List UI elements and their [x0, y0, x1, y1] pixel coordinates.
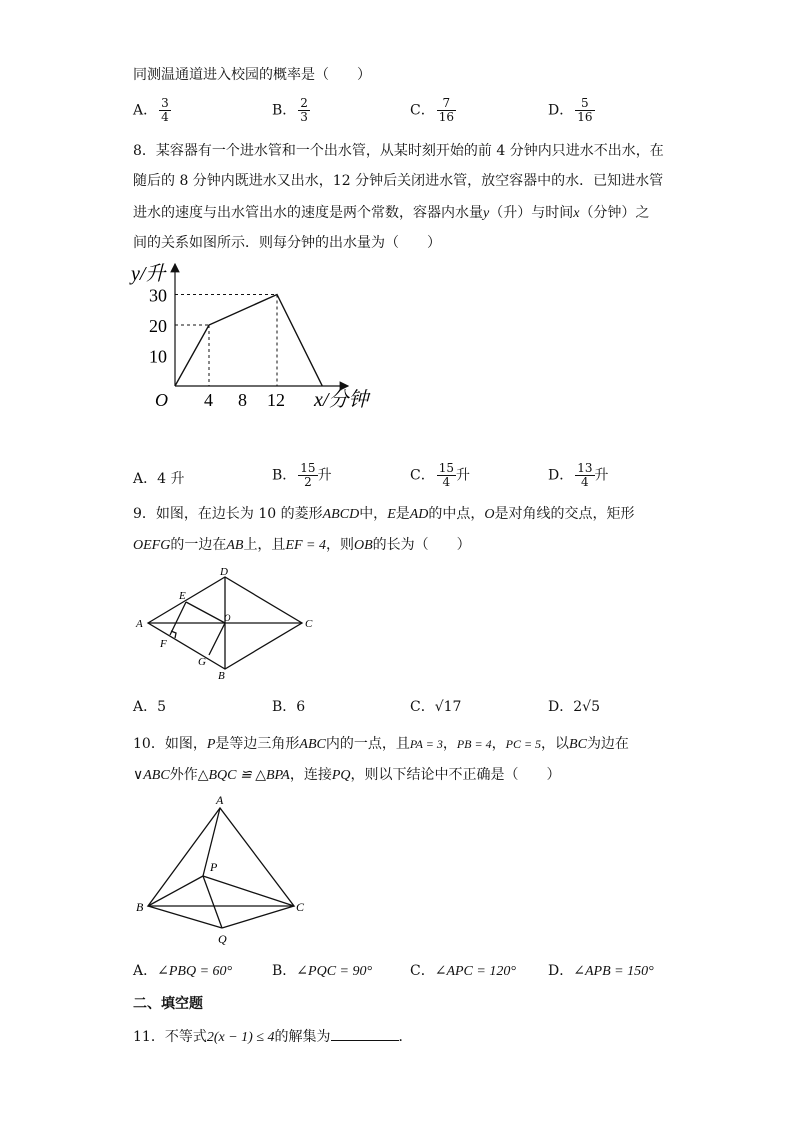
label-f: F	[160, 638, 167, 650]
q7-option-a: A． $\frac{3}{4}$	[133, 96, 169, 124]
triangle-abc	[148, 808, 294, 906]
q9-line-2: OEFG的一边在AB上，且EF = 4，则OB的长为（ ）	[133, 537, 471, 553]
x-tick-8: 8	[238, 390, 247, 410]
segment-bq	[148, 906, 222, 928]
segment-pb	[148, 876, 203, 906]
label-a: A	[136, 618, 143, 630]
x-axis-label: x/分钟	[314, 389, 369, 411]
segment-eo	[186, 602, 225, 623]
q7-stem: 同测温通道进入校园的概率是（ ）	[133, 67, 371, 83]
data-series-line	[175, 295, 322, 387]
q9-option-c: C．√17	[410, 699, 462, 715]
segment-pc	[203, 876, 294, 906]
q7-option-b: B． $\frac{2}{3}$	[272, 96, 308, 124]
q10-line-1: 10．如图，P是等边三角形ABC内的一点，且PA = 3，PB = 4，PC = 5，以BC为边在	[133, 736, 629, 752]
segment-og	[209, 623, 225, 655]
label-q: Q	[218, 932, 227, 946]
q10-option-b: B．∠PQC = 90°	[272, 963, 373, 979]
y-tick-30: 30	[149, 285, 167, 306]
q10-triangle-figure	[128, 790, 328, 950]
answer-blank[interactable]	[331, 1026, 399, 1041]
q9-option-a: A．5	[133, 699, 167, 715]
q8-option-c: C． $\frac{15}{4}$ 升	[410, 461, 470, 489]
q7-option-d: D． $\frac{5}{16}$	[548, 96, 593, 124]
q8-chart	[128, 258, 388, 418]
label-e: E	[179, 590, 186, 602]
q10-option-d: D．∠APB = 150°	[548, 963, 654, 979]
label-g: G	[198, 656, 206, 668]
q8-line-2: 随后的 8 分钟内既进水又出水，12 分钟后关闭进水管，放空容器中的水．已知进水管	[133, 173, 664, 189]
q7-option-c: C． $\frac{7}{16}$	[410, 96, 454, 124]
q9-option-b: B．6	[272, 699, 306, 715]
x-tick-4: 4	[204, 390, 213, 410]
y-tick-10: 10	[149, 346, 167, 367]
q10-option-c: C．∠APC = 120°	[410, 963, 516, 979]
q8-option-d: D． $\frac{13}{4}$ 升	[548, 461, 609, 489]
label-d: D	[220, 566, 228, 578]
q8-option-a: A．4 升	[133, 471, 185, 487]
label-c: C	[305, 618, 313, 630]
q8-option-b: B． $\frac{15}{2}$ 升	[272, 461, 332, 489]
x-tick-12: 12	[267, 390, 285, 410]
label-a: A	[216, 793, 224, 807]
q9-option-d: D．2√5	[548, 699, 600, 715]
q9-rhombus-figure	[128, 565, 328, 685]
q9-line-1: 9．如图，在边长为 10 的菱形ABCD中，E是AD的中点，O是对角线的交点，矩形	[133, 506, 635, 522]
label-b: B	[136, 900, 144, 914]
segment-cq	[222, 906, 294, 928]
label-p: P	[210, 860, 218, 874]
q8-line-4: 间的关系如图所示．则每分钟的出水量为（ ）	[133, 235, 441, 251]
origin-label: O	[155, 390, 168, 410]
q8-line-3: 进水的速度与出水管出水的速度是两个常数，容器内水量y（升）与时间x（分钟）之	[133, 205, 650, 221]
label-b: B	[218, 670, 225, 682]
q10-option-a: A．∠PBQ = 60°	[133, 963, 233, 979]
segment-pq	[203, 876, 222, 928]
q10-line-2: ∨ABC外作△BQC ≌ △BPA，连接PQ，则以下结论中不正确是（ ）	[133, 767, 561, 783]
label-o: O	[224, 613, 231, 623]
q11-line: 11．不等式2(x − 1) ≤ 4的解集为 ．	[133, 1026, 413, 1047]
y-axis-label: y/升	[131, 263, 166, 285]
q8-line-1: 8．某容器有一个进水管和一个出水管，从某时刻开始的前 4 分钟内只进水不出水，在	[133, 143, 664, 159]
label-c: C	[296, 900, 305, 914]
section-title: 二、填空题	[133, 996, 203, 1012]
y-tick-20: 20	[149, 316, 167, 336]
segment-ef	[170, 602, 186, 635]
